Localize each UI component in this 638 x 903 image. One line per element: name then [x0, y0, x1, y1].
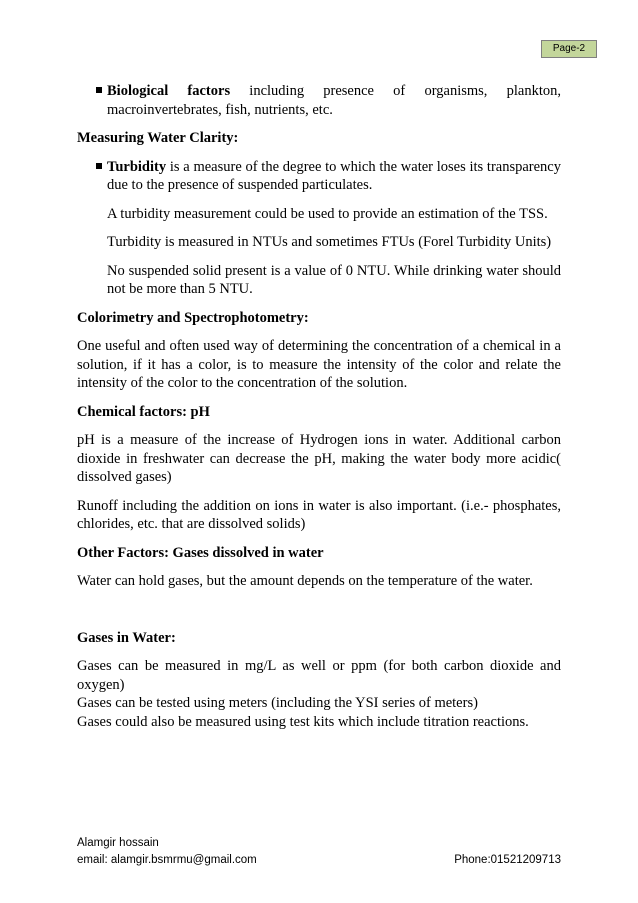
turbidity-bullet	[77, 158, 561, 195]
ph-paragraph-1: pH is a measure of the increase of Hydrogen ions in water. Additional carbon dioxide in freshwater can decrease the pH, making the water body more acidic( dissolved gases)	[77, 432, 561, 485]
footer-contact-row	[77, 852, 561, 869]
colorimetry-paragraph: One useful and often used way of determining the concentration of a chemical in a solution, if it has a color, is to measure the intensity of the color and relate the intensity of the color to the concentration of the solution.	[77, 338, 561, 391]
bullet-bold-term: Turbidity	[107, 158, 167, 175]
section-heading-ph: Chemical factors: pH	[77, 403, 210, 420]
gases-paragraph: Water can hold gases, but the amount depends on the temperature of the water.	[77, 573, 533, 589]
square-bullet-icon	[96, 87, 102, 93]
bullet-text: is a measure of the degree to which the water loses its transparency due to the presence of suspended particulates.	[107, 158, 561, 193]
ph-paragraph-2: Runoff including the addition on ions in water is also important. (i.e.- phosphates, chlorides, etc. that are dissolved solids)	[77, 497, 561, 532]
author-email: email: alamgir.bsmrmu@gmail.com	[77, 854, 257, 866]
turbidity-paragraph-1: A turbidity measurement could be used to provide an estimation of the TSS.	[107, 205, 548, 222]
section-heading-gases-in-water: Gases in Water:	[77, 629, 176, 646]
page-footer	[77, 835, 561, 869]
square-bullet-icon	[96, 163, 102, 169]
page-number-badge: Page-2	[541, 40, 597, 58]
turbidity-paragraph-3: No suspended solid present is a value of 0 NTU. While drinking water should not be more than 5 NTU.	[107, 262, 561, 297]
gases-in-water-line-1: Gases can be measured in mg/L as well or ppm (for both carbon dioxide and oxygen)	[77, 658, 561, 693]
author-name: Alamgir hossain	[77, 837, 159, 849]
section-heading-gases-dissolved: Other Factors: Gases dissolved in water	[77, 544, 324, 561]
section-heading-colorimetry: Colorimetry and Spectrophotometry:	[77, 309, 309, 326]
biological-factors-bullet	[77, 82, 561, 119]
bullet-bold-term: Biological factors	[107, 83, 231, 99]
turbidity-paragraph-2: Turbidity is measured in NTUs and sometimes FTUs (Forel Turbidity Units)	[107, 234, 552, 250]
gases-in-water-line-2: Gases can be tested using meters (including the YSI series of meters)	[77, 695, 478, 711]
document-body	[77, 82, 561, 731]
section-heading-water-clarity: Measuring Water Clarity:	[77, 130, 239, 146]
bullet-text: including presence of organisms, plankton, macroinvertebrates, fish, nutrients, etc.	[107, 83, 561, 118]
author-phone: Phone:01521209713	[454, 854, 561, 866]
gases-in-water-line-3: Gases could also be measured using test kits which include titration reactions.	[77, 713, 529, 730]
